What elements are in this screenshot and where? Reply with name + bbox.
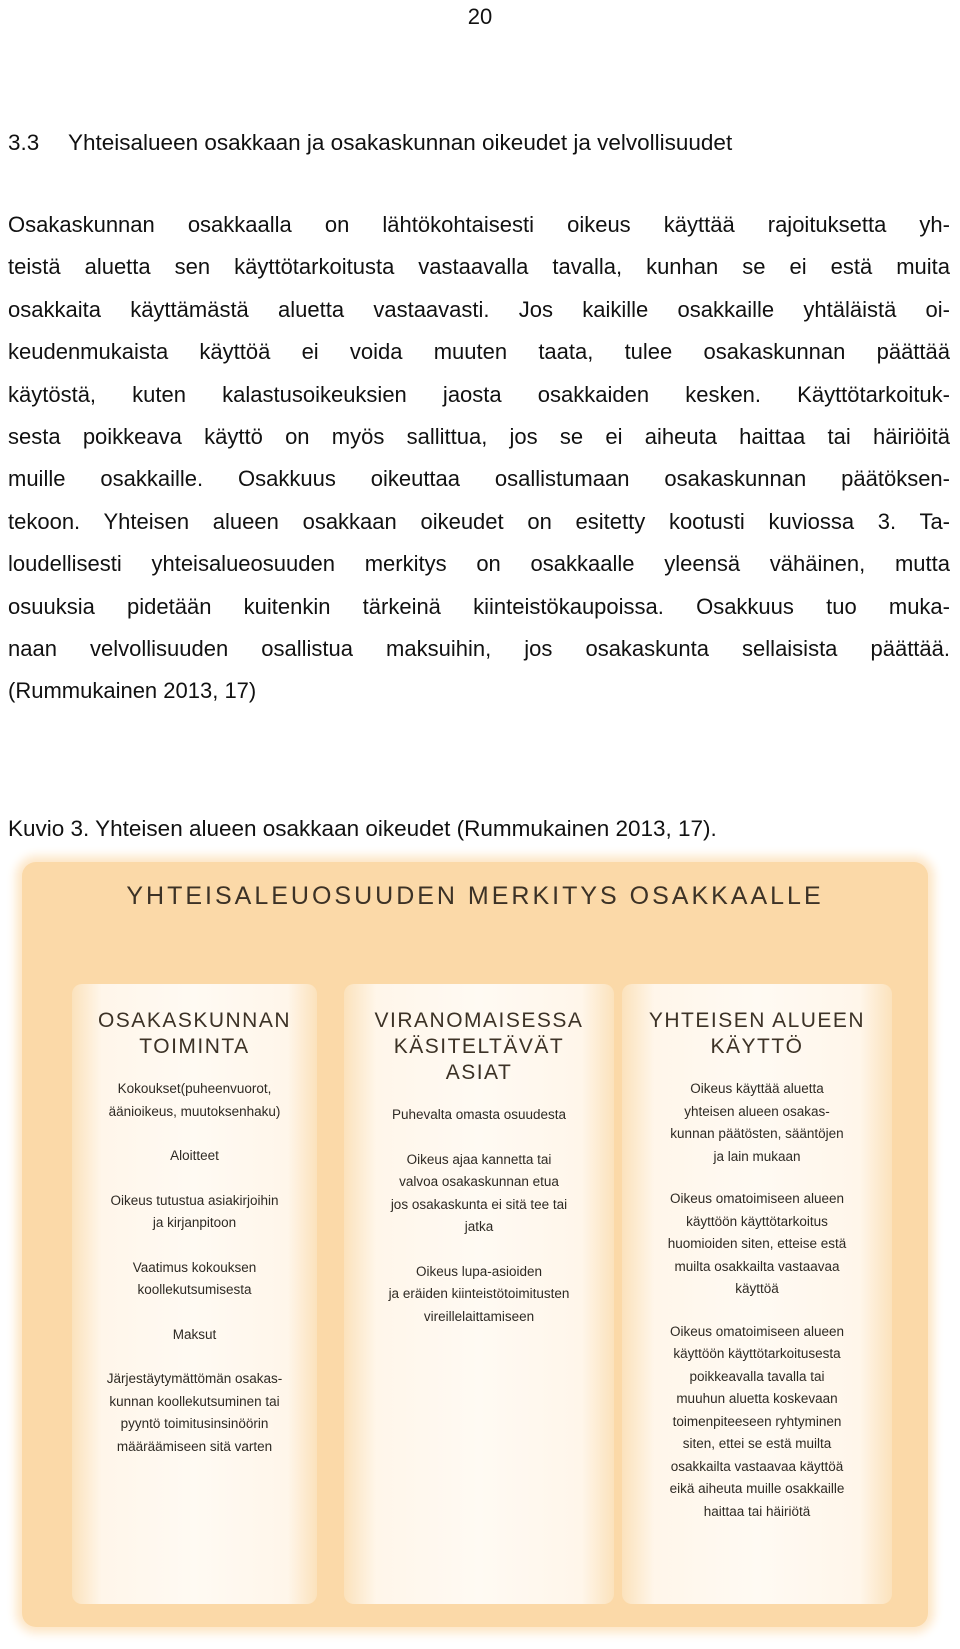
column-item: Vaatimus kokouksen koollekutsumisesta	[132, 1259, 257, 1297]
figure-infographic	[22, 862, 928, 1627]
column-item: Kokoukset(puheenvuorot, äänioikeus, muutoksenhaku)	[108, 1081, 281, 1119]
paragraph-line: (Rummukainen 2013, 17)	[8, 678, 257, 704]
column-item: Puhevalta omasta osuudesta	[391, 1107, 567, 1122]
figure-title: YHTEISALEUOSUUDEN MERKITYS OSAKKAALLE	[126, 882, 824, 910]
section-heading	[8, 130, 732, 156]
paragraph-line: sesta poikkeava käyttö on myös sallittua, jos se ei aiheuta haittaa tai häiriöitä	[8, 423, 950, 449]
column-item: Maksut	[172, 1326, 217, 1342]
paragraph-line: muille osakkaille. Osakkuus oikeuttaa osallistumaan osakaskunnan päätöksen-	[8, 466, 950, 492]
section-number: 3.3	[8, 130, 40, 155]
column-title: YHTEISEN ALUEEN KÄYTTÖ	[648, 1009, 866, 1058]
page-number: 20	[467, 4, 493, 29]
paragraph-line: tekoon. Yhteisen alueen osakkaan oikeudet on esitetty kootusti kuviossa 3. Ta-	[8, 508, 950, 534]
column-item: Oikeus lupa-asioiden ja eräiden kiinteistötoimitusten vireillelaittamiseen	[388, 1263, 570, 1324]
column-item: Aloitteet	[170, 1148, 219, 1163]
paragraph-line: naan velvollisuuden osallistua maksuihin, jos osakaskunta sellaisista päättää.	[8, 635, 950, 661]
column-title: OSAKASKUNNAN TOIMINTA	[97, 1009, 292, 1058]
column-item: Oikeus käyttää aluetta yhteisen alueen osakas- kunnan päätösten, sääntöjen ja lain mukaan	[670, 1081, 844, 1164]
column-yhteisen-alueen-kaytto	[622, 984, 892, 1604]
column-item: Järjestäytymättömän osakas- kunnan koollekutsuminen tai pyyntö toimitusinsinöörin määräämiseen sitä varten	[106, 1371, 283, 1454]
paragraph-line: keudenmukaista käyttöä ei voida muuten taata, tulee osakaskunnan päättää	[8, 339, 950, 365]
paragraph-line: Osakaskunnan osakkaalla on lähtökohtaisesti oikeus käyttää rajoituksetta yh-	[8, 212, 950, 237]
column-osakaskunnan-toiminta	[72, 984, 317, 1604]
section-title: Yhteisalueen osakkaan ja osakaskunnan oikeudet ja velvollisuudet	[68, 130, 733, 155]
column-item: Oikeus omatoimiseen alueen käyttöön käyttötarkoitus huomioiden siten, etteise estä muilta osakkailta vastaavaa käyttöä	[667, 1191, 847, 1296]
paragraph-line: käytöstä, kuten kalastusoikeuksien jaosta osakkaiden kesken. Käyttötarkoituk-	[8, 381, 950, 407]
column-title: VIRANOMAISESSA KÄSITELTÄVÄT ASIAT	[374, 1009, 584, 1084]
paragraph-line: osakkaita käyttämästä aluetta vastaavasti. Jos kaikille osakkaille yhtäläistä oi-	[8, 296, 950, 322]
column-item: Oikeus omatoimiseen alueen käyttöön käyttötarkoitusesta poikkeavalla tavalla tai muuhun aluetta koskevaan toimenpiteeseen ryhtyminen siten, ettei se estä muilta osakkailta vastaavaa käyttöä eikä aiheuta muille osakkaille haittaa tai häiriötä	[669, 1323, 845, 1519]
body-paragraph	[8, 204, 950, 713]
paragraph-line: teistä aluetta sen käyttötarkoitusta vastaavalla tavalla, kunhan se ei estä muita	[8, 254, 950, 280]
column-item: Oikeus tutustua asiakirjoihin ja kirjanpitoon	[110, 1192, 279, 1230]
column-viranomaisessa-kasiteltavat-asiat	[344, 984, 614, 1604]
paragraph-line: osuuksia pidetään kuitenkin tärkeinä kiinteistökaupoissa. Osakkuus tuo muka-	[8, 593, 950, 619]
figure-caption: Kuvio 3. Yhteisen alueen osakkaan oikeudet (Rummukainen 2013, 17).	[8, 816, 717, 841]
paragraph-line: loudellisesti yhteisalueosuuden merkitys on osakkaalle yleensä vähäinen, mutta	[8, 551, 950, 577]
column-item: Oikeus ajaa kannetta tai valvoa osakaskunnan etua jos osakaskunta ei sitä tee tai jatka	[390, 1151, 568, 1234]
